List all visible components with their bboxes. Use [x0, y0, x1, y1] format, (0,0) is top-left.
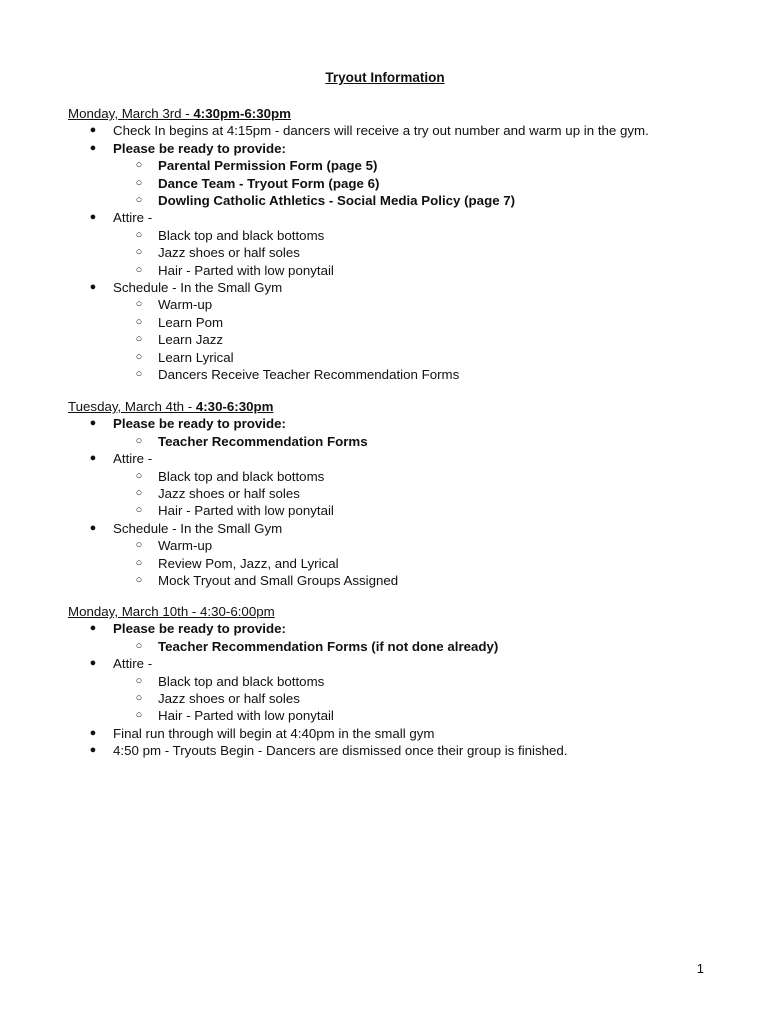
bullet-icon: ● — [89, 521, 97, 534]
bullet-icon: ● — [89, 726, 97, 739]
circle-bullet-icon: ○ — [135, 350, 143, 363]
sub-list-item — [68, 502, 728, 519]
bullet-icon: ● — [89, 657, 97, 670]
sub-list-item — [68, 314, 728, 331]
section-heading — [68, 603, 728, 620]
item-text: Schedule - In the Small Gym — [113, 520, 283, 536]
list-item — [68, 140, 728, 157]
sub-item-text: Black top and black bottoms — [158, 227, 325, 243]
sub-item-text: Learn Jazz — [158, 332, 224, 348]
section-monday-march-3 — [68, 105, 728, 383]
list-item — [68, 209, 728, 226]
sub-item-text: Parental Permission Form (page 5) — [158, 158, 378, 174]
circle-bullet-icon: ○ — [135, 315, 143, 328]
sub-list-item — [68, 485, 728, 502]
circle-bullet-icon: ○ — [135, 574, 143, 587]
heading-date: Monday, March 3rd - — [68, 106, 194, 121]
list-item — [68, 655, 728, 672]
heading-time: 4:30pm-6:30pm — [193, 106, 291, 121]
item-text: Final run through will begin at 4:40pm in the small gym — [113, 725, 435, 741]
bullet-icon: ● — [89, 281, 97, 294]
sub-list-item — [68, 157, 728, 174]
sub-item-text: Hair - Parted with low ponytail — [158, 503, 334, 519]
page-number: 1 — [696, 961, 704, 976]
sub-item-text: Warm-up — [158, 538, 213, 554]
sub-list-item — [68, 244, 728, 261]
item-text: Please be ready to provide: — [113, 140, 286, 156]
document-title: Tryout Information — [325, 70, 445, 85]
item-list — [68, 415, 728, 589]
bullet-icon: ● — [89, 124, 97, 137]
sub-list-item — [68, 192, 728, 209]
circle-bullet-icon: ○ — [135, 556, 143, 569]
item-text: Check In begins at 4:15pm - dancers will receive a try out number and warm up in the gym. — [113, 123, 649, 139]
list-item — [68, 742, 728, 759]
circle-bullet-icon: ○ — [135, 674, 143, 687]
sub-list-item — [68, 673, 728, 690]
sub-item-text: Learn Lyrical — [158, 349, 234, 365]
sub-item-text: Learn Pom — [158, 314, 224, 330]
circle-bullet-icon: ○ — [135, 709, 143, 722]
item-text: Attire - — [113, 210, 153, 226]
sub-list-item — [68, 331, 728, 348]
item-text: Attire - — [113, 451, 153, 467]
item-text: Please be ready to provide: — [113, 416, 286, 432]
bullet-icon: ● — [89, 417, 97, 430]
list-item — [68, 122, 728, 139]
bullet-icon: ● — [89, 744, 97, 757]
bullet-icon: ● — [89, 622, 97, 635]
circle-bullet-icon: ○ — [135, 298, 143, 311]
circle-bullet-icon: ○ — [135, 194, 143, 207]
circle-bullet-icon: ○ — [135, 159, 143, 172]
list-item — [68, 415, 728, 432]
section-tuesday-march-4 — [68, 398, 728, 589]
sub-list-item — [68, 572, 728, 589]
section-heading — [68, 105, 728, 122]
sub-list-item — [68, 638, 728, 655]
section-heading — [68, 398, 728, 415]
sub-item-text: Teacher Recommendation Forms (if not done already) — [158, 638, 499, 654]
heading-time: 4:30-6:30pm — [195, 399, 274, 414]
sub-item-text: Dance Team - Tryout Form (page 6) — [158, 175, 380, 191]
sub-list-item — [68, 537, 728, 554]
bullet-icon: ● — [89, 211, 97, 224]
item-text: Please be ready to provide: — [113, 621, 286, 637]
sub-item-text: Jazz shoes or half soles — [158, 691, 300, 707]
sub-list-item — [68, 690, 728, 707]
item-list — [68, 122, 728, 383]
bullet-icon: ● — [89, 141, 97, 154]
sub-item-text: Dowling Catholic Athletics - Social Media Policy (page 7) — [158, 193, 516, 209]
sub-item-text: Jazz shoes or half soles — [158, 245, 300, 261]
sub-item-text: Hair - Parted with low ponytail — [158, 262, 334, 278]
item-list — [68, 620, 728, 759]
circle-bullet-icon: ○ — [135, 469, 143, 482]
sub-item-text: Warm-up — [158, 297, 213, 313]
sub-list-item — [68, 227, 728, 244]
sub-list-item — [68, 555, 728, 572]
sub-item-text: Hair - Parted with low ponytail — [158, 708, 334, 724]
sub-list-item — [68, 707, 728, 724]
bullet-icon: ● — [89, 452, 97, 465]
item-text: Attire - — [113, 656, 153, 672]
sub-list-item — [68, 433, 728, 450]
sub-item-text: Dancers Receive Teacher Recommendation Forms — [158, 367, 460, 383]
circle-bullet-icon: ○ — [135, 434, 143, 447]
circle-bullet-icon: ○ — [135, 487, 143, 500]
sub-list-item — [68, 175, 728, 192]
circle-bullet-icon: ○ — [135, 228, 143, 241]
item-text: 4:50 pm - Tryouts Begin - Dancers are dismissed once their group is finished. — [113, 743, 568, 759]
circle-bullet-icon: ○ — [135, 639, 143, 652]
item-text: Schedule - In the Small Gym — [113, 280, 283, 296]
circle-bullet-icon: ○ — [135, 333, 143, 346]
sub-item-text: Teacher Recommendation Forms — [158, 433, 368, 449]
list-item — [68, 450, 728, 467]
circle-bullet-icon: ○ — [135, 692, 143, 705]
sub-item-text: Black top and black bottoms — [158, 673, 325, 689]
heading-date: Tuesday, March 4th - — [68, 399, 196, 414]
list-item — [68, 620, 728, 637]
sub-item-text: Review Pom, Jazz, and Lyrical — [158, 555, 339, 571]
circle-bullet-icon: ○ — [135, 246, 143, 259]
sub-list-item — [68, 366, 728, 383]
section-monday-march-10 — [68, 603, 728, 760]
heading-date: Monday, March 10th - 4:30-6:00pm — [68, 604, 275, 619]
sub-list-item — [68, 296, 728, 313]
circle-bullet-icon: ○ — [135, 539, 143, 552]
list-item — [68, 279, 728, 296]
circle-bullet-icon: ○ — [135, 176, 143, 189]
sub-item-text: Black top and black bottoms — [158, 468, 325, 484]
sub-item-text: Jazz shoes or half soles — [158, 486, 300, 502]
circle-bullet-icon: ○ — [135, 368, 143, 381]
circle-bullet-icon: ○ — [135, 263, 143, 276]
list-item — [68, 520, 728, 537]
circle-bullet-icon: ○ — [135, 504, 143, 517]
sub-list-item — [68, 468, 728, 485]
sub-item-text: Mock Tryout and Small Groups Assigned — [158, 573, 399, 589]
list-item — [68, 725, 728, 742]
sub-list-item — [68, 262, 728, 279]
sub-list-item — [68, 349, 728, 366]
